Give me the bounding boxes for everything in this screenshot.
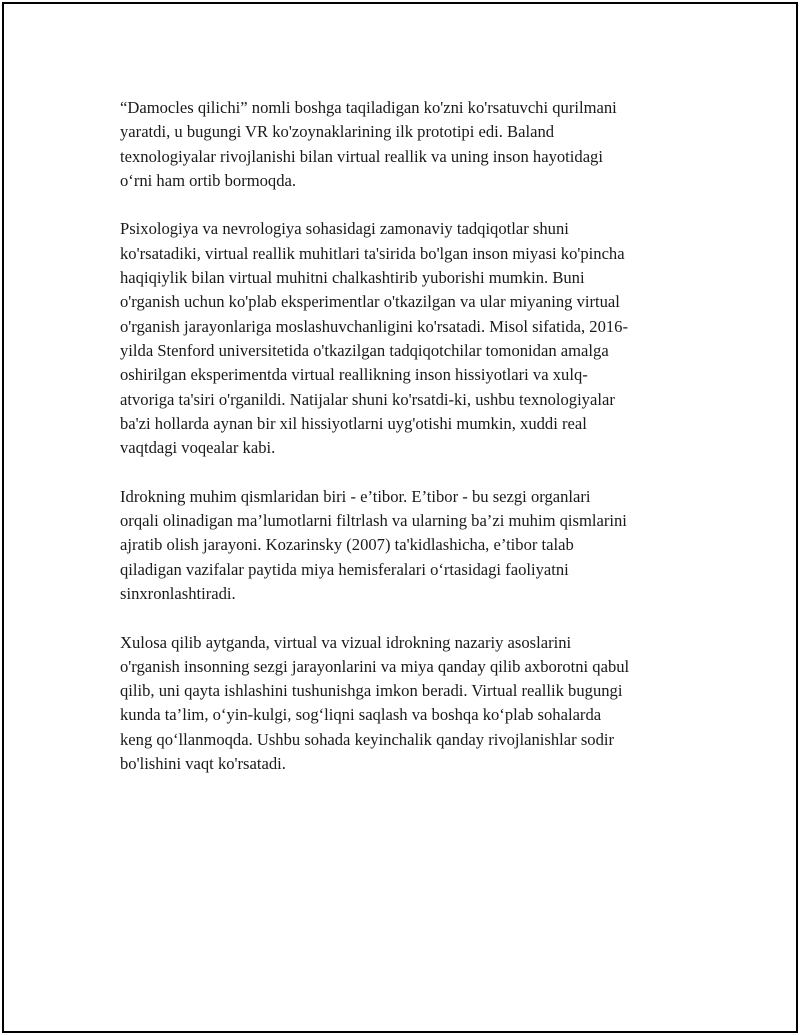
paragraph-2 [120, 217, 698, 460]
paragraph-line: haqiqiylik bilan virtual muhitni chalkashtirib yuborishi mumkin. Buni [120, 268, 585, 288]
paragraph-line: Psixologiya va nevrologiya sohasidagi zamonaviy tadqiqotlar shuni [120, 219, 569, 239]
paragraph-line: Xulosa qilib aytganda, virtual va vizual idrokning nazariy asoslarini [120, 632, 572, 652]
paragraph-line: qilib, uni qayta ishlashini tushunishga imkon beradi. Virtual reallik bugungi [120, 681, 623, 701]
paragraph-line: o'rganish insonning sezgi jarayonlarini va miya qanday qilib axborotni qabul [120, 656, 630, 676]
paragraph-line: Idrokning muhim qismlaridan biri - e’tibor. E’tibor - bu sezgi organlari [120, 486, 591, 506]
paragraph-line: “Damocles qilichi” nomli boshga taqiladigan ko'zni ko'rsatuvchi qurilmani [120, 98, 617, 117]
document-body [120, 96, 698, 801]
paragraph-line: bo'lishini vaqt ko'rsatadi. [120, 754, 286, 774]
paragraph-line: ba'zi hollarda aynan bir xil hissiyotlarni uyg'otishi mumkin, xuddi real [120, 413, 587, 433]
page-frame [2, 2, 798, 1033]
paragraph-line: o'rganish jarayonlariga moslashuvchanligini ko'rsatadi. Misol sifatida, 2016- [120, 316, 628, 336]
paragraph-line: yaratdi, u bugungi VR ko'zoynaklarining ilk prototipi edi. Baland [120, 122, 555, 142]
paragraph-line: orqali olinadigan ma’lumotlarni filtrlash va ularning ba’zi muhim qismlarini [120, 511, 627, 531]
paragraph-line: vaqtdagi voqealar kabi. [120, 438, 276, 458]
paragraph-line: atvoriga ta'siri o'rganildi. Natijalar shuni ko'rsatdi-ki, ushbu texnologiyalar [120, 389, 615, 409]
paragraph-line: sinxronlashtiradi. [120, 583, 236, 603]
paragraph-line: keng qo‘llanmoqda. Ushbu sohada keyinchalik qanday rivojlanishlar sodir [120, 729, 615, 749]
paragraph-4 [120, 631, 698, 777]
paragraph-1 [120, 96, 698, 193]
paragraph-line: o'rganish uchun ko'plab eksperimentlar o'tkazilgan va ular miyaning virtual [120, 292, 620, 312]
paragraph-line: oshirilgan eksperimentda virtual reallikning inson hissiyotlari va xulq- [120, 365, 588, 385]
paragraph-line: kunda ta’lim, o‘yin-kulgi, sog‘liqni saqlash va boshqa ko‘plab sohalarda [120, 705, 602, 725]
paragraph-line: ajratib olish jarayoni. Kozarinsky (2007) ta'kidlashicha, e’tibor talab [120, 535, 574, 555]
paragraph-line: qiladigan vazifalar paytida miya hemisferalari o‘rtasidagi faoliyatni [120, 559, 569, 579]
paragraph-3 [120, 485, 698, 606]
paragraph-line: o‘rni ham ortib bormoqda. [120, 170, 297, 190]
paragraph-line: yilda Stenford universitetida o'tkazilgan tadqiqotchilar tomonidan amalga [120, 340, 609, 360]
paragraph-line: ko'rsatadiki, virtual reallik muhitlari ta'sirida bo'lgan inson miyasi ko'pincha [120, 243, 625, 263]
paragraph-line: texnologiyalar rivojlanishi bilan virtual reallik va uning inson hayotidagi [120, 146, 603, 166]
